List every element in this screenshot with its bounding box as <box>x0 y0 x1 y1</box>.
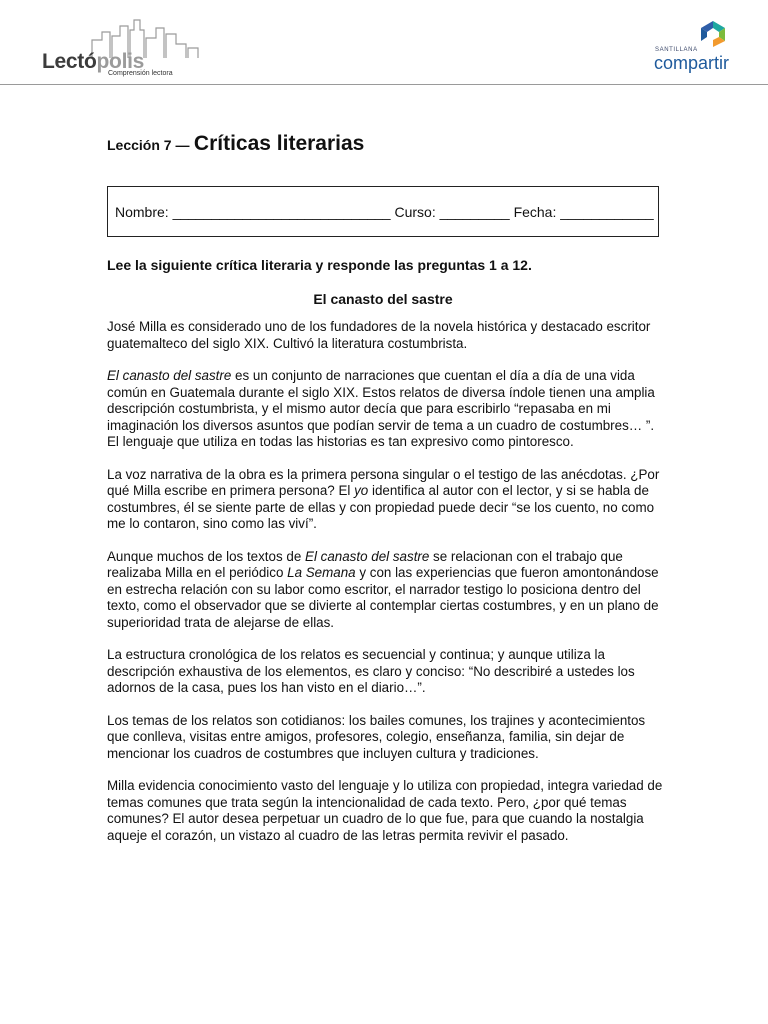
paragraph-3: La voz narrativa de la obra es la primera persona singular o el testigo de las anécdotas. ¿Por qué Milla escribe en primera persona? El yo identifica al autor con el lector, y si se habla de costumbres, él se siente parte de ellas y con propiedad puede decir “se los cuento, no como me lo contaron, sino como las viví”. <box>107 466 660 531</box>
yo-italic: yo <box>354 483 369 498</box>
lesson-heading <box>107 132 364 156</box>
book-title-italic: El canasto del sastre <box>305 548 430 564</box>
logo-name-part2: polis <box>96 50 145 73</box>
student-info-fields[interactable]: Nombre: ____________________________ Curso: _________ Fecha: ____________ <box>115 204 654 220</box>
paragraph-6: Los temas de los relatos son cotidianos: los bailes comunes, los trajines y acontecimientos que conlleva, visitas entre amigos, profesores, colegio, enseñanza, familia, sin dejar de mencionar los cuadros de costumbres que incluyen cultura y tradiciones. <box>107 712 646 761</box>
book-title-italic: El canasto del sastre <box>107 368 232 383</box>
reading-body <box>107 319 663 860</box>
reading-title: El canasto del sastre <box>313 291 453 307</box>
santillana-compartir-logo <box>652 20 764 80</box>
paragraph-7: Milla evidencia conocimiento vasto del lenguaje y lo utiliza con propiedad, integra variedad de temas comunes que trata según la intencionalidad de cada texto. Pero, ¿por qué temas comunes? El autor desea perpetuar un cuadro de lo que fue, para que cuando la nostalgia aqueje el corazón, un vistazo al cuadro de las letras permita revivir el pasado. <box>107 778 663 843</box>
paragraph-2: El canasto del sastre es un conjunto de narraciones que cuentan el día a día de una vida común en Guatemala durante el siglo XIX. Estos relatos de diversa índole tienen una amplia descripción costumbrista, y el mismo autor decía que para escribirlo “repasaba en mi imaginación los diversos asuntos que podían servir de tema a un cuadro de costumbres… ”. El lenguaje que utiliza en todas las historias es tan expresivo como pintoresco. <box>107 368 655 449</box>
compartir-wordmark: compartir <box>654 53 730 73</box>
instruction-text: Lee la siguiente crítica literaria y responde las preguntas 1 a 12. <box>107 257 532 273</box>
lesson-number: Lección 7 — <box>107 137 190 153</box>
header-divider <box>0 84 768 85</box>
newspaper-title-italic: La Semana <box>287 565 356 580</box>
student-info-box <box>107 186 659 237</box>
paragraph-4: Aunque muchos de los textos de El canasto del sastre se relacionan con el trabajo que realizaba Milla en el periódico La Semana y con las experiencias que fueron amontonándose en estrecha relación con su labor como escritor, el narrador testigo lo posiciona dentro del texto, como el observador que se divierte al contemplar ciertas costumbres, y en un plano de superioridad trata de alejarse de ellas. <box>107 548 659 630</box>
paragraph-1: José Milla es considerado uno de los fundadores de la novela histórica y destacado escritor guatemalteco del siglo XIX. Cultivó la literatura costumbrista. <box>107 319 651 351</box>
page-header <box>0 0 768 86</box>
lesson-title: Críticas literarias <box>193 132 365 155</box>
logo-subtitle: Comprensión lectora <box>108 70 173 77</box>
compartir-cube-icon <box>698 20 728 48</box>
lectopolis-logo <box>42 18 202 80</box>
santillana-label: SANTILLANA <box>655 47 698 53</box>
paragraph-5: La estructura cronológica de los relatos es secuencial y continua; y aunque utiliza la descripción exhaustiva de los elementos, es claro y conciso: “No describiré a ustedes los adornos de la casa, pues los han visto en el diario…”. <box>107 647 635 695</box>
logo-name-part1: Lectó <box>42 50 97 73</box>
